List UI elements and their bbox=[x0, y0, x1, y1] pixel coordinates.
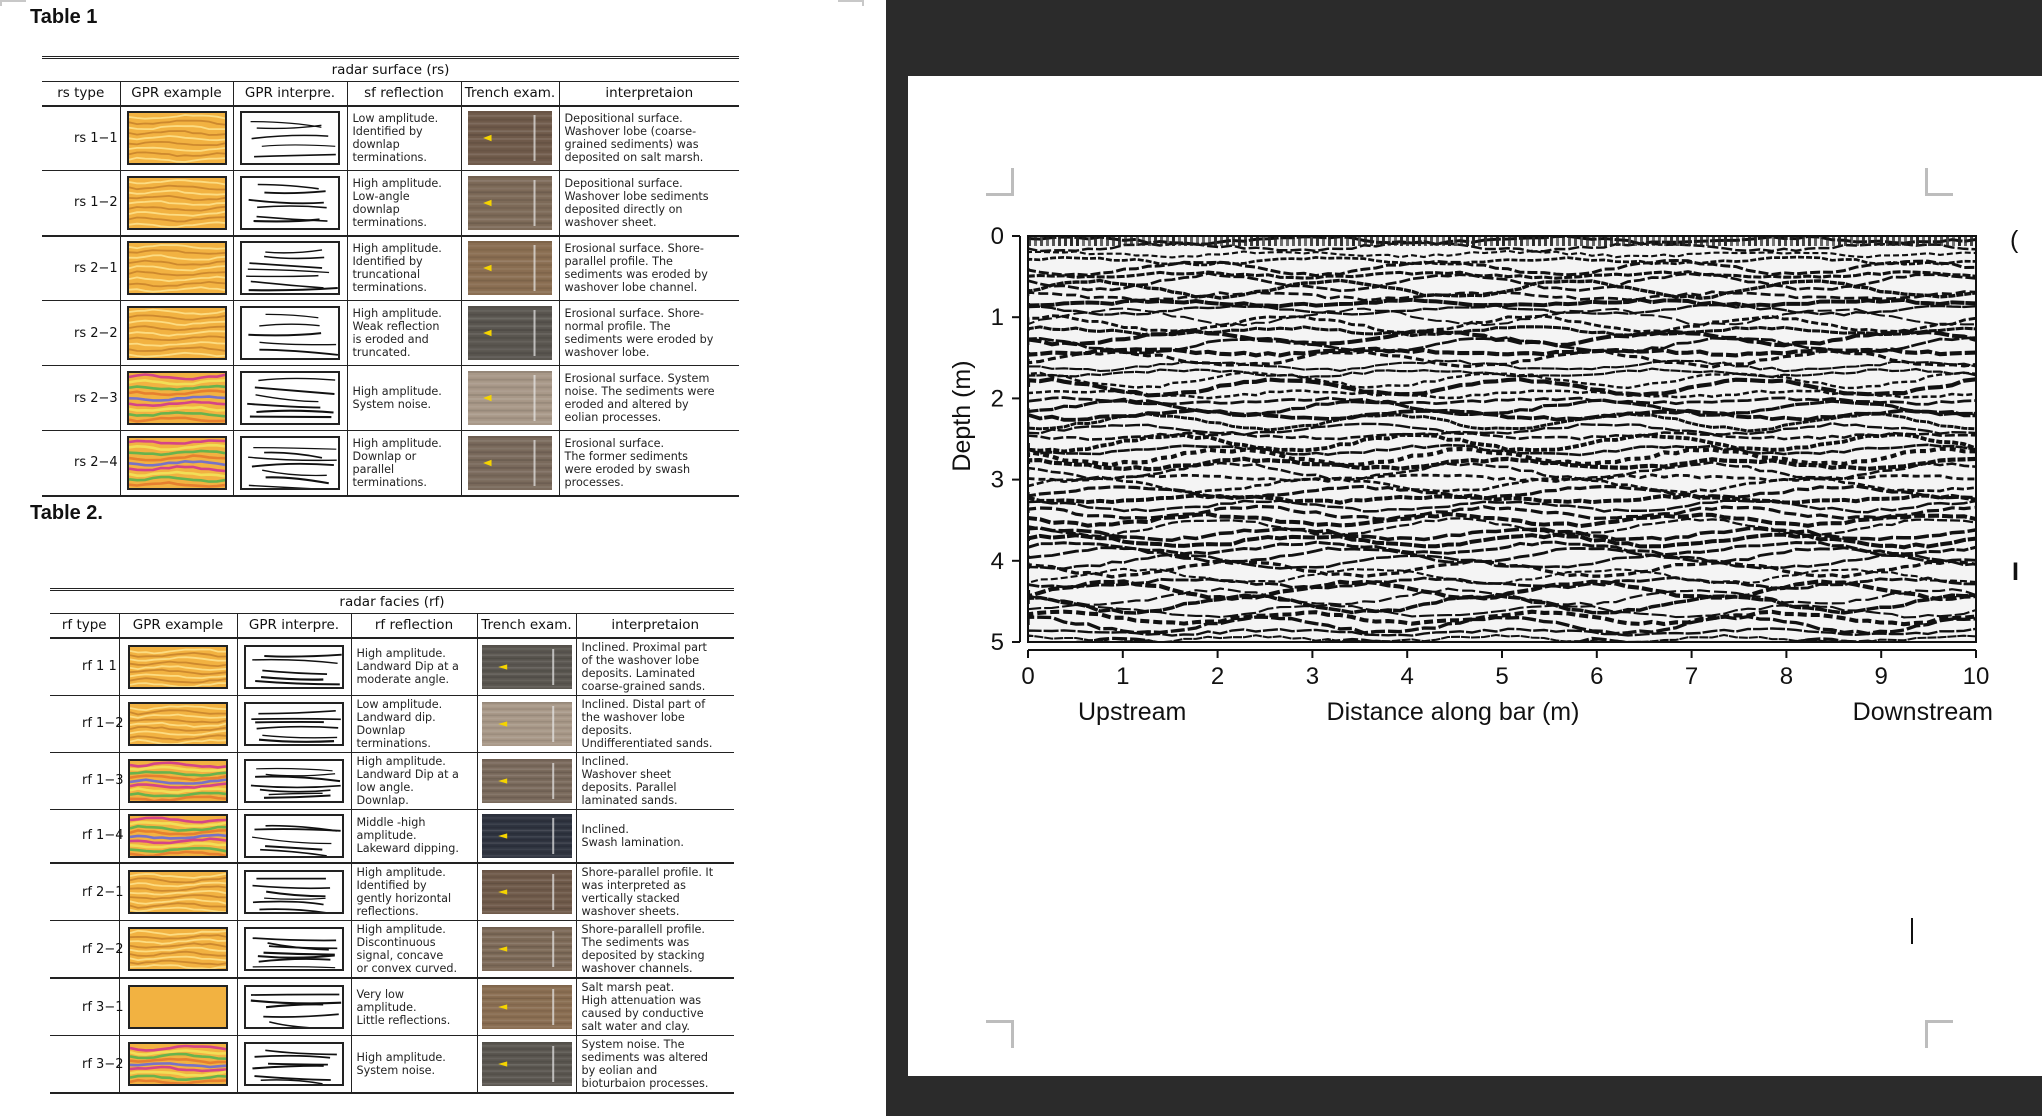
text-cursor bbox=[1911, 918, 1913, 944]
column-header: GPR example bbox=[119, 614, 237, 638]
column-header: Trench exam. bbox=[477, 614, 576, 638]
reflection-text: High amplitude. Downlap or parallel terminations. bbox=[347, 431, 461, 496]
trench-photo bbox=[468, 371, 552, 425]
table-row bbox=[50, 752, 734, 809]
reflection-text: High amplitude. System noise. bbox=[351, 1036, 477, 1094]
gpr-example-cell bbox=[119, 638, 237, 696]
table-row bbox=[50, 809, 734, 863]
y-tick-label: 0 bbox=[990, 223, 1004, 250]
gpr-interpretation-cell bbox=[237, 752, 351, 809]
margin-glyph-bottom: I bbox=[2012, 558, 2019, 586]
x-tick-label: 3 bbox=[1305, 663, 1320, 690]
downstream-label: Downstream bbox=[1852, 698, 1993, 726]
x-axis-label: Distance along bar (m) bbox=[1326, 698, 1580, 726]
gpr-example-cell bbox=[120, 431, 233, 496]
interpretation-text: Depositional surface. Washover lobe (coarse- grained sediments) was deposited on salt marsh. bbox=[559, 106, 739, 171]
crop-mark-top-right bbox=[838, 0, 864, 6]
table-row bbox=[42, 366, 739, 431]
y-axis-label: Depth (m) bbox=[948, 360, 976, 472]
row-type: rs 2−1 bbox=[74, 260, 118, 276]
trench-exam-cell bbox=[461, 236, 559, 301]
gpr-example-image bbox=[127, 306, 227, 360]
gpr-example-cell bbox=[120, 171, 233, 236]
gpr-interpretation-sketch bbox=[240, 436, 340, 490]
reflection-text: High amplitude. Landward Dip at a low angle. Downlap. bbox=[351, 752, 477, 809]
x-tick-label: 4 bbox=[1400, 663, 1414, 690]
gpr-example-cell bbox=[119, 1036, 237, 1094]
gpr-interpretation-sketch bbox=[240, 176, 340, 230]
x-tick-label: 10 bbox=[1962, 663, 1990, 690]
gpr-example-image bbox=[127, 436, 227, 490]
trench-exam-cell bbox=[477, 638, 576, 696]
trench-photo bbox=[482, 985, 572, 1029]
reflection-text: High amplitude. System noise. bbox=[347, 366, 461, 431]
row-type: rf 3−1 bbox=[82, 999, 124, 1015]
gpr-example-image bbox=[128, 870, 228, 914]
trench-photo bbox=[482, 702, 572, 746]
gpr-example-image bbox=[128, 702, 228, 746]
column-header: GPR example bbox=[120, 82, 233, 106]
gpr-example-image bbox=[128, 759, 228, 803]
gpr-interpretation-cell bbox=[233, 366, 347, 431]
trench-exam-cell bbox=[477, 1036, 576, 1094]
row-type: rs 1−1 bbox=[74, 130, 118, 146]
column-header: Trench exam. bbox=[461, 82, 559, 106]
table1-title: Table 1 bbox=[30, 6, 98, 28]
reflection-text: High amplitude. Identified by truncational terminations. bbox=[347, 236, 461, 301]
row-type: rf 2−2 bbox=[82, 941, 124, 957]
trench-exam-cell bbox=[461, 366, 559, 431]
gpr-example-cell bbox=[119, 809, 237, 863]
x-tick-label: 2 bbox=[1210, 663, 1225, 690]
gpr-example-image bbox=[127, 241, 227, 295]
row-type: rf 2−1 bbox=[82, 884, 124, 900]
trench-photo bbox=[482, 870, 572, 914]
y-tick-label: 1 bbox=[990, 304, 1004, 332]
interpretation-text: Salt marsh peat. High attenuation was caused by conductive salt water and clay. bbox=[576, 978, 734, 1036]
y-tick-label: 5 bbox=[990, 629, 1004, 656]
y-tick-label: 2 bbox=[990, 385, 1004, 413]
row-type: rf 3−2 bbox=[82, 1056, 124, 1072]
crop-mark-top-left bbox=[0, 0, 26, 6]
row-type: rf 1 1 bbox=[82, 659, 117, 674]
row-type: rs 2−4 bbox=[74, 455, 118, 471]
gpr-interpretation-sketch bbox=[244, 814, 344, 858]
gpr-example-cell bbox=[120, 106, 233, 171]
x-tick-label: 7 bbox=[1684, 663, 1699, 690]
trench-photo bbox=[468, 306, 552, 360]
gpr-interpretation-sketch bbox=[240, 241, 340, 295]
gpr-profile-image bbox=[1028, 236, 1976, 661]
trench-exam-cell bbox=[477, 921, 576, 979]
gpr-interpretation-sketch bbox=[244, 759, 344, 803]
gpr-interpretation-cell bbox=[237, 921, 351, 979]
row-type: rs 2−3 bbox=[74, 390, 118, 406]
x-tick-label: 9 bbox=[1874, 663, 1888, 690]
row-type: rf 1−3 bbox=[82, 773, 124, 788]
reflection-text: High amplitude. Weak reflection is eroded and truncated. bbox=[347, 301, 461, 366]
interpretation-text: Erosional surface. The former sediments were eroded by swash processes. bbox=[559, 431, 739, 496]
gpr-interpretation-sketch bbox=[244, 645, 344, 689]
gpr-example-cell bbox=[120, 236, 233, 301]
trench-exam-cell bbox=[477, 752, 576, 809]
gpr-interpretation-cell bbox=[237, 695, 351, 752]
gpr-interpretation-sketch bbox=[244, 702, 344, 746]
gpr-example-cell bbox=[119, 978, 237, 1036]
trench-photo bbox=[482, 927, 572, 971]
reflection-text: High amplitude. Landward Dip at a moderate angle. bbox=[351, 638, 477, 696]
gpr-example-cell bbox=[120, 301, 233, 366]
gpr-example-image bbox=[127, 111, 227, 165]
interpretation-text: System noise. The sediments was altered by eolian and bioturbaion processes. bbox=[576, 1036, 734, 1094]
gpr-interpretation-sketch bbox=[244, 985, 344, 1029]
table-row bbox=[50, 1036, 734, 1094]
table-row bbox=[50, 638, 734, 696]
trench-photo bbox=[482, 814, 572, 858]
reflection-text: Low amplitude. Landward dip. Downlap terminations. bbox=[351, 695, 477, 752]
interpretation-text: Shore-parallell profile. The sediments was deposited by stacking washover channels. bbox=[576, 921, 734, 979]
gpr-example-image bbox=[128, 1042, 228, 1086]
gpr-interpretation-sketch bbox=[244, 870, 344, 914]
gpr-interpretation-sketch bbox=[240, 306, 340, 360]
gpr-interpretation-cell bbox=[233, 236, 347, 301]
gpr-example-image bbox=[128, 985, 228, 1029]
trench-exam-cell bbox=[477, 978, 576, 1036]
table2-caption: radar facies (rf) bbox=[50, 590, 734, 614]
gpr-example-image bbox=[127, 176, 227, 230]
interpretation-text: Shore-parallel profile. It was interpreted as vertically stacked washover sheets. bbox=[576, 863, 734, 921]
interpretation-text: Erosional surface. Shore- parallel profile. The sediments was eroded by washover lobe channel. bbox=[559, 236, 739, 301]
y-tick-label: 4 bbox=[990, 547, 1004, 575]
document-page[interactable] bbox=[908, 76, 2042, 1076]
gpr-example-image bbox=[127, 371, 227, 425]
x-tick-label: 0 bbox=[1021, 663, 1035, 690]
row-type: rf 1−4 bbox=[82, 828, 124, 844]
gpr-interpretation-cell bbox=[237, 1036, 351, 1094]
reflection-text: High amplitude. Low-angle downlap terminations. bbox=[347, 171, 461, 236]
trench-exam-cell bbox=[461, 106, 559, 171]
gpr-interpretation-cell bbox=[237, 863, 351, 921]
trench-exam-cell bbox=[477, 695, 576, 752]
gpr-interpretation-sketch bbox=[240, 111, 340, 165]
row-type: rs 1−2 bbox=[74, 195, 118, 211]
trench-photo bbox=[482, 1042, 572, 1086]
row-type: rf 1−2 bbox=[82, 716, 124, 731]
y-tick-label: 3 bbox=[990, 466, 1004, 494]
gpr-example-cell bbox=[119, 863, 237, 921]
x-tick-label: 5 bbox=[1495, 663, 1509, 690]
table-row bbox=[42, 171, 739, 236]
table2-header-row bbox=[50, 614, 734, 638]
gpr-example-cell bbox=[119, 752, 237, 809]
column-header: interpretaion bbox=[576, 614, 734, 638]
column-header: GPR interpre. bbox=[233, 82, 347, 106]
column-header: rf reflection bbox=[351, 614, 477, 638]
gpr-interpretation-cell bbox=[233, 171, 347, 236]
trench-exam-cell bbox=[461, 301, 559, 366]
table2-title: Table 2. bbox=[30, 502, 103, 524]
interpretation-text: Inclined. Distal part of the washover lobe deposits. Undifferentiated sands. bbox=[576, 695, 734, 752]
interpretation-text: Inclined. Washover sheet deposits. Parallel laminated sands. bbox=[576, 752, 734, 809]
table-row bbox=[42, 236, 739, 301]
gpr-example-image bbox=[128, 645, 228, 689]
gpr-interpretation-sketch bbox=[244, 927, 344, 971]
interpretation-text: Depositional surface. Washover lobe sediments deposited directly on washover sheet. bbox=[559, 171, 739, 236]
gpr-example-cell bbox=[119, 921, 237, 979]
table1-header-row bbox=[42, 82, 739, 106]
table-row bbox=[50, 978, 734, 1036]
column-header: interpretaion bbox=[559, 82, 739, 106]
table-row bbox=[50, 695, 734, 752]
table-row bbox=[42, 106, 739, 171]
gpr-interpretation-sketch bbox=[244, 1042, 344, 1086]
trench-exam-cell bbox=[461, 171, 559, 236]
column-header: GPR interpre. bbox=[237, 614, 351, 638]
gpr-interpretation-cell bbox=[237, 809, 351, 863]
gpr-example-cell bbox=[119, 695, 237, 752]
gpr-interpretation-cell bbox=[233, 301, 347, 366]
trench-exam-cell bbox=[477, 809, 576, 863]
table1-radar-surface bbox=[42, 56, 739, 497]
trench-photo bbox=[468, 111, 552, 165]
interpretation-text: Inclined. Swash lamination. bbox=[576, 809, 734, 863]
table1-caption: radar surface (rs) bbox=[42, 58, 739, 82]
reflection-text: High amplitude. Identified by gently horizontal reflections. bbox=[351, 863, 477, 921]
left-document-pane bbox=[0, 0, 886, 1116]
interpretation-text: Erosional surface. System noise. The sediments were eroded and altered by eolian processes. bbox=[559, 366, 739, 431]
gpr-interpretation-sketch bbox=[240, 371, 340, 425]
right-document-pane bbox=[886, 0, 2042, 1116]
trench-exam-cell bbox=[461, 431, 559, 496]
gpr-example-image bbox=[128, 814, 228, 858]
gpr-interpretation-cell bbox=[237, 978, 351, 1036]
gpr-profile-figure bbox=[908, 76, 2042, 1076]
reflection-text: Very low amplitude. Little reflections. bbox=[351, 978, 477, 1036]
x-tick-label: 1 bbox=[1116, 663, 1130, 690]
table-row bbox=[50, 921, 734, 979]
x-tick-label: 8 bbox=[1779, 663, 1794, 690]
gpr-interpretation-cell bbox=[233, 106, 347, 171]
interpretation-text: Inclined. Proximal part of the washover lobe deposits. Laminated coarse-grained sands. bbox=[576, 638, 734, 696]
gpr-example-cell bbox=[120, 366, 233, 431]
trench-photo bbox=[468, 436, 552, 490]
upstream-label: Upstream bbox=[1078, 698, 1187, 726]
table-row bbox=[42, 301, 739, 366]
trench-exam-cell bbox=[477, 863, 576, 921]
table-row bbox=[50, 863, 734, 921]
trench-photo bbox=[468, 241, 552, 295]
reflection-text: Middle -high amplitude. Lakeward dipping. bbox=[351, 809, 477, 863]
reflection-text: High amplitude. Discontinuous signal, concave or convex curved. bbox=[351, 921, 477, 979]
column-header: rf type bbox=[50, 614, 119, 638]
row-type: rs 2−2 bbox=[74, 325, 118, 341]
trench-photo bbox=[482, 645, 572, 689]
gpr-interpretation-cell bbox=[233, 431, 347, 496]
gpr-interpretation-cell bbox=[237, 638, 351, 696]
margin-glyph-top: ( bbox=[2010, 226, 2019, 254]
table-row bbox=[42, 431, 739, 496]
interpretation-text: Erosional surface. Shore- normal profile. The sediments were eroded by washover lobe. bbox=[559, 301, 739, 366]
trench-photo bbox=[468, 176, 552, 230]
reflection-text: Low amplitude. Identified by downlap terminations. bbox=[347, 106, 461, 171]
x-tick-label: 6 bbox=[1590, 663, 1604, 690]
gpr-example-image bbox=[128, 927, 228, 971]
column-header: rs type bbox=[42, 82, 120, 106]
table2-radar-facies bbox=[50, 588, 734, 1094]
column-header: sf reflection bbox=[347, 82, 461, 106]
trench-photo bbox=[482, 759, 572, 803]
